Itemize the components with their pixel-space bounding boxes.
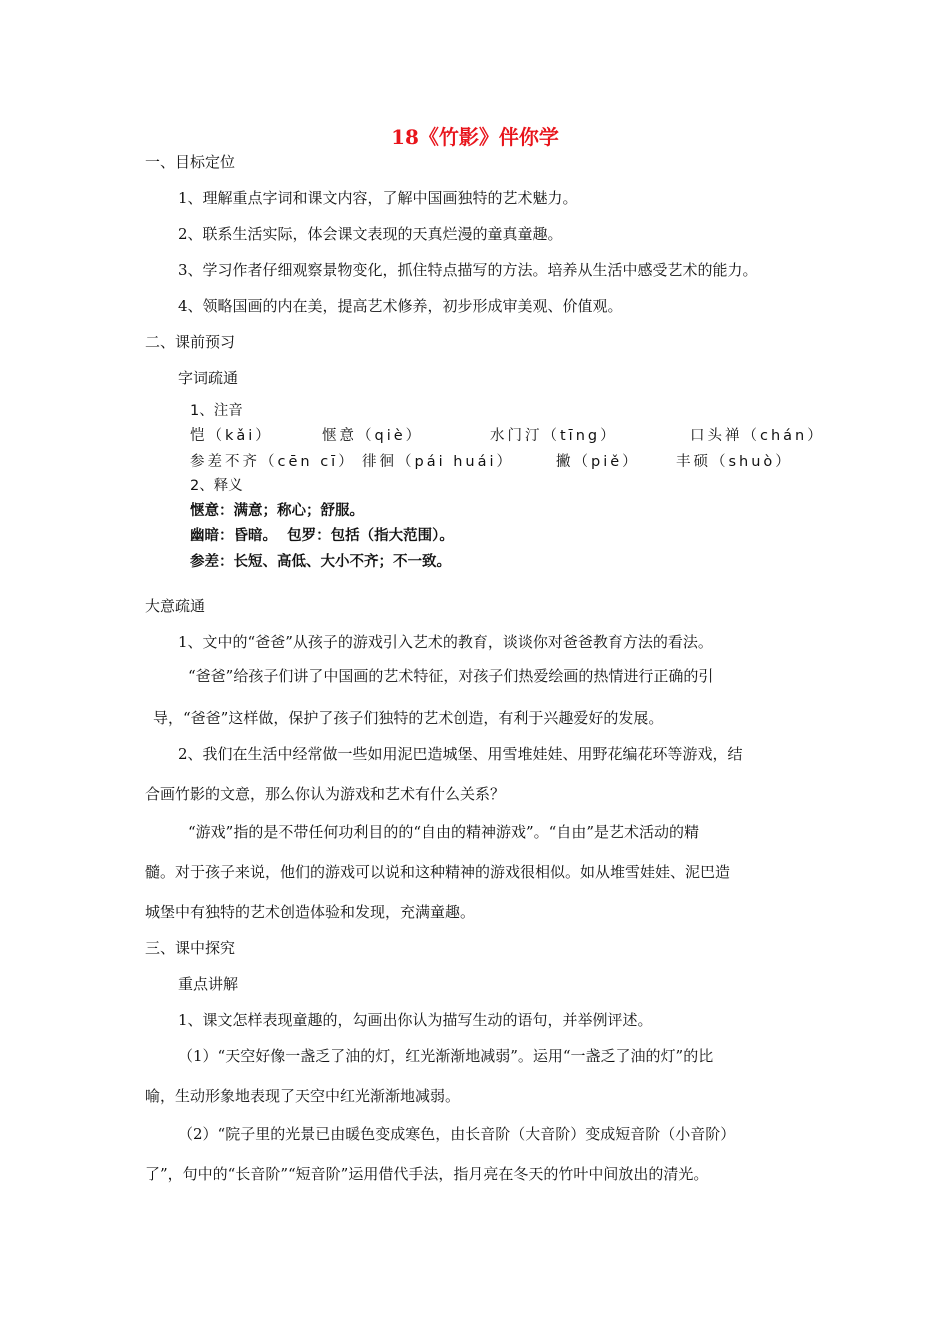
analysis-line: 了”，句中的“长音阶”“短音阶”运用借代手法，指月亮在冬天的竹叶中间放出的清光。 <box>145 1165 709 1183</box>
answer-line: 髓。对于孩子来说，他们的游戏可以说和这种精神的游戏很相似。如从堆雪娃娃、泥巴造 <box>145 863 731 881</box>
answer-line: 导，“爸爸”这样做，保护了孩子们独特的艺术创造，有利于兴趣爱好的发展。 <box>153 709 664 727</box>
definition-line: 参差：长短、高低、大小不齐；不一致。 <box>190 554 451 570</box>
definition-line: 幽暗：昏暗。 包罗：包括（指大范围）。 <box>190 528 454 544</box>
analysis-line: （1）“天空好像一盏乏了油的灯，红光渐渐地减弱”。运用“一盏乏了油的灯”的比 <box>178 1047 714 1065</box>
goal-item: 3、学习作者仔细观察景物变化，抓住特点描写的方法。培养从生活中感受艺术的能力。 <box>178 261 758 279</box>
page-title: 18《竹影》伴你学 <box>391 125 559 149</box>
question: 2、我们在生活中经常做一些如用泥巴造城堡、用雪堆娃娃、用野花编花环等游戏，结 <box>178 745 743 763</box>
definition-line: 惬意：满意；称心；舒服。 <box>190 503 364 519</box>
subheading-zici: 字词疏通 <box>178 369 239 387</box>
answer-line: “游戏”指的是不带任何功利目的的“自由的精神游戏”。“自由”是艺术活动的精 <box>188 823 700 841</box>
answer-line: “爸爸”给孩子们讲了中国画的艺术特征，对孩子们热爱绘画的热情进行正确的引 <box>188 667 714 685</box>
pinyin-item: 水门汀（tīng） <box>490 428 618 444</box>
pinyin-item: 口头禅（chán） <box>690 428 825 444</box>
pinyin-item: 丰硕（shuò） <box>676 454 793 470</box>
pinyin-item: 徘徊（pái huái） <box>362 454 515 470</box>
section-heading-2: 二、课前预习 <box>145 333 236 351</box>
goal-item: 4、领略国画的内在美，提高艺术修养，初步形成审美观、价值观。 <box>178 297 623 315</box>
pinyin-item: 参差不齐（cēn cī） <box>190 454 356 470</box>
question: 合画竹影的文意，那么你认为游戏和艺术有什么关系？ <box>145 785 506 803</box>
section-heading-3: 三、课中探究 <box>145 939 236 957</box>
pinyin-item: 恺（kǎi） <box>190 428 273 444</box>
goal-item: 2、联系生活实际，体会课文表现的天真烂漫的童真童趣。 <box>178 225 563 243</box>
shiyi-label: 2、释义 <box>190 478 243 494</box>
question: 1、文中的“爸爸”从孩子的游戏引入艺术的教育，谈谈你对爸爸教育方法的看法。 <box>178 633 713 651</box>
pinyin-item: 惬意（qiè） <box>322 428 424 444</box>
analysis-line: （2）“院子里的光景已由暖色变成寒色，由长音阶（大音阶）变成短音阶（小音阶） <box>178 1125 736 1143</box>
analysis-line: 喻，生动形象地表现了天空中红光渐渐地减弱。 <box>145 1087 461 1105</box>
answer-line: 城堡中有独特的艺术创造体验和发现，充满童趣。 <box>145 903 476 921</box>
section-heading-1: 一、目标定位 <box>145 153 236 171</box>
goal-item: 1、理解重点字词和课文内容，了解中国画独特的艺术魅力。 <box>178 189 578 207</box>
question: 1、课文怎样表现童趣的，勾画出你认为描写生动的语句，并举例评述。 <box>178 1011 653 1029</box>
pinyin-item: 撇（piě） <box>556 454 640 470</box>
subheading-zhongdian: 重点讲解 <box>178 975 239 993</box>
dayi-heading: 大意疏通 <box>145 597 206 615</box>
zhuyin-label: 1、注音 <box>190 403 243 419</box>
